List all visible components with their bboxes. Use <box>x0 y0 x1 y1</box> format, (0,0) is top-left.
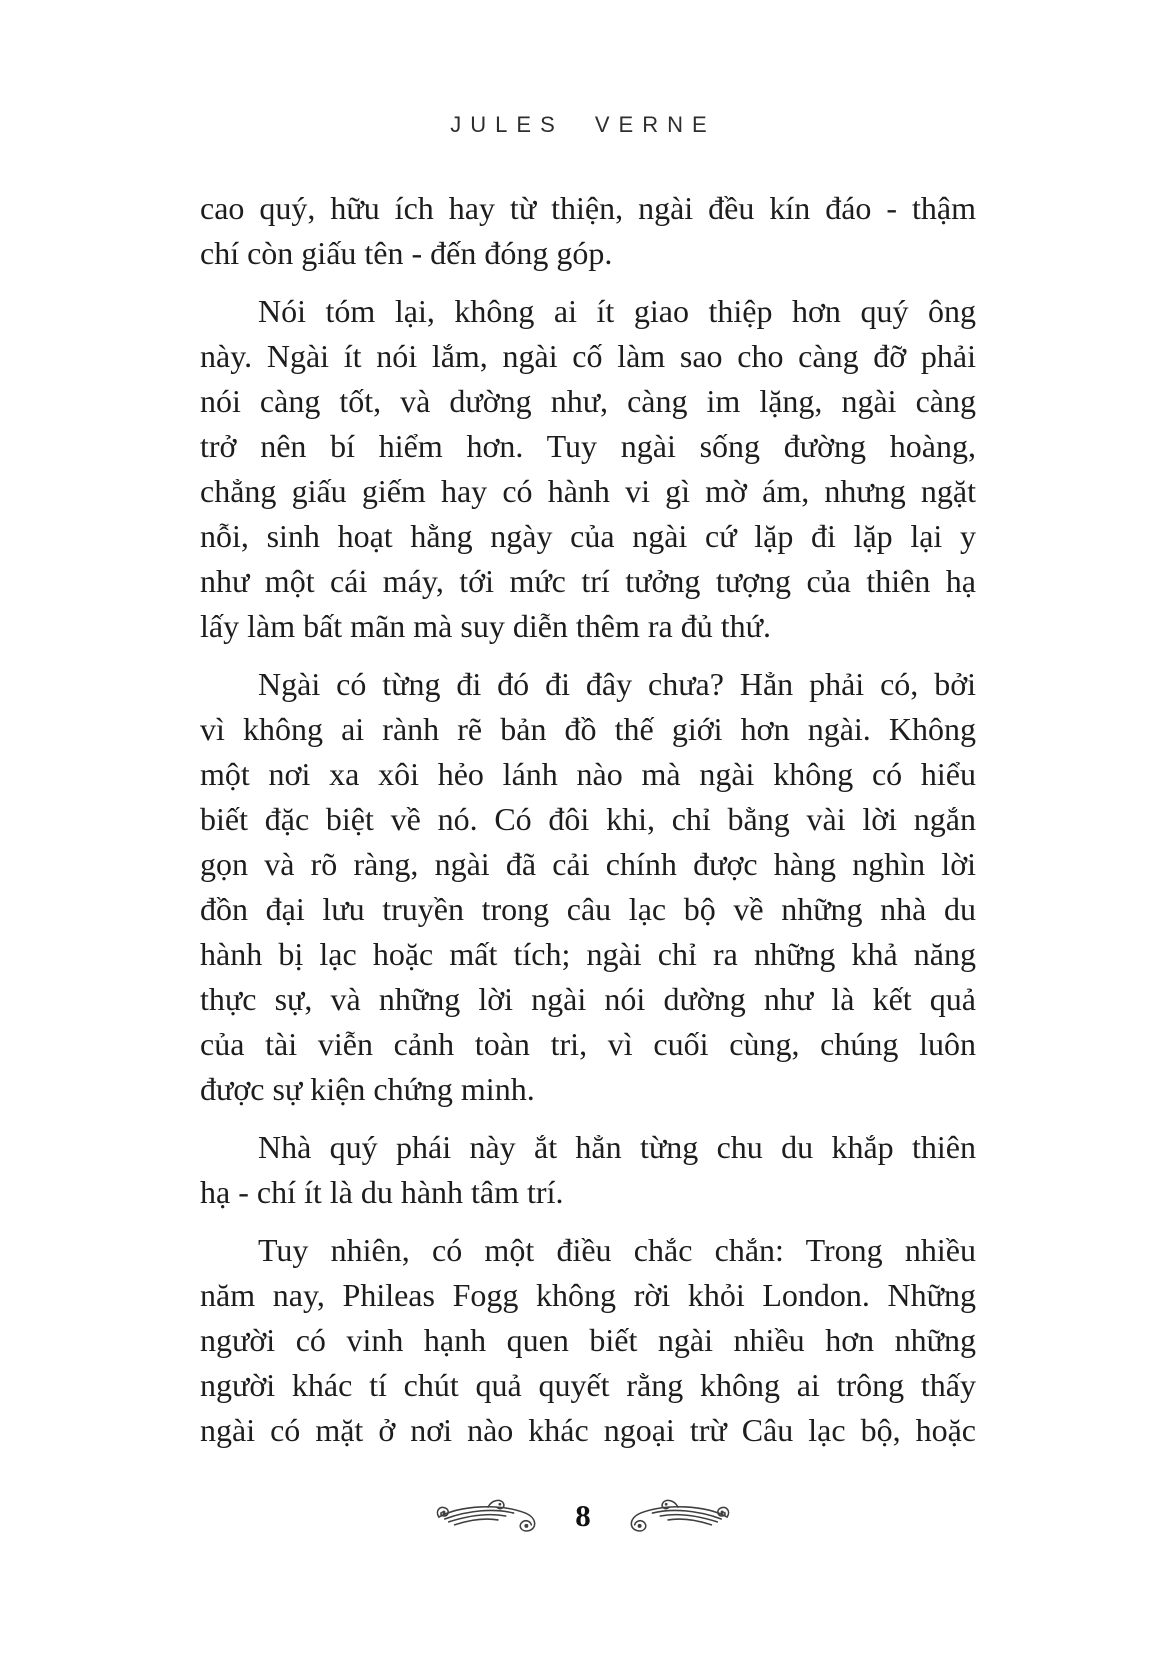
page-footer <box>0 1494 1166 1540</box>
text-line: chẳng giấu giếm hay có hành vi gì mờ ám, nhưng ngặt <box>200 473 976 509</box>
text-line: ngài có mặt ở nơi nào khác ngoại trừ Câu lạc bộ, hoặc <box>200 1412 976 1448</box>
paragraph <box>200 1125 976 1215</box>
text-line: năm nay, Phileas Fogg không rời khỏi London. Những <box>200 1277 976 1313</box>
text-line: này. Ngài ít nói lắm, ngài cố làm sao cho càng đỡ phải <box>200 338 976 374</box>
flourish-left-icon <box>431 1494 549 1540</box>
text-line: một nơi xa xôi hẻo lánh nào mà ngài không có hiểu <box>200 756 976 792</box>
text-line: Nhà quý phái này ắt hẳn từng chu du khắp thiên <box>258 1129 976 1165</box>
paragraph <box>200 289 976 649</box>
text-line: thực sự, và những lời ngài nói dường như là kết quả <box>200 981 976 1017</box>
page-number: 8 <box>575 1497 591 1533</box>
text-line: đồn đại lưu truyền trong câu lạc bộ về những nhà du <box>200 891 976 927</box>
text-line: như một cái máy, tới mức trí tưởng tượng của thiên hạ <box>200 563 976 599</box>
text-line: hành bị lạc hoặc mất tích; ngài chỉ ra những khả năng <box>200 936 976 972</box>
text-line: Ngài có từng đi đó đi đây chưa? Hẳn phải có, bởi <box>258 666 976 702</box>
text-line: gọn và rõ ràng, ngài đã cải chính được hàng nghìn lời <box>200 846 976 882</box>
text-line: trở nên bí hiểm hơn. Tuy ngài sống đường hoàng, <box>200 428 976 464</box>
text-line: người khác tí chút quả quyết rằng không ai trông thấy <box>200 1367 976 1403</box>
text-line: Nói tóm lại, không ai ít giao thiệp hơn quý ông <box>258 293 976 329</box>
text-line: chí còn giấu tên - đến đóng góp. <box>200 235 613 271</box>
text-line: vì không ai rành rẽ bản đồ thế giới hơn ngài. Không <box>200 711 976 747</box>
text-line: lấy làm bất mãn mà suy diễn thêm ra đủ thứ. <box>200 608 771 644</box>
text-line: nói càng tốt, và dường như, càng im lặng, ngài càng <box>200 383 976 419</box>
flourish-right-icon <box>617 1494 735 1540</box>
paragraph <box>200 1228 976 1453</box>
text-line: biết đặc biệt về nó. Có đôi khi, chỉ bằng vài lời ngắn <box>200 801 976 837</box>
paragraph <box>200 662 976 1112</box>
text-line: của tài viễn cảnh toàn tri, vì cuối cùng, chúng luôn <box>200 1026 976 1062</box>
text-line: cao quý, hữu ích hay từ thiện, ngài đều kín đáo - thậm <box>200 190 976 226</box>
page-body <box>200 186 976 1466</box>
text-line: hạ - chí ít là du hành tâm trí. <box>200 1174 564 1210</box>
text-line: người có vinh hạnh quen biết ngài nhiều hơn những <box>200 1322 976 1358</box>
text-line: Tuy nhiên, có một điều chắc chắn: Trong nhiều <box>258 1232 976 1268</box>
text-line: nỗi, sinh hoạt hằng ngày của ngài cứ lặp đi lặp lại y <box>200 518 976 554</box>
paragraph <box>200 186 976 276</box>
text-line: được sự kiện chứng minh. <box>200 1071 535 1107</box>
running-head-author: JULES VERNE <box>450 112 716 137</box>
